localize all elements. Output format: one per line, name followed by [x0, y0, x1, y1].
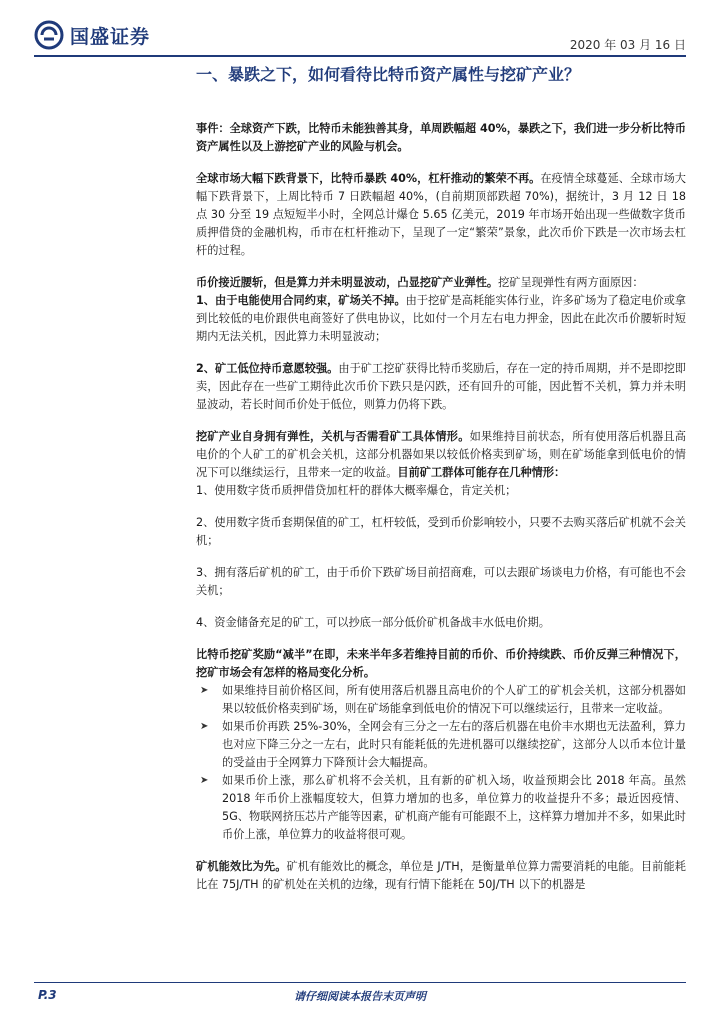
- section-title: 一、暴跌之下，如何看待比特币资产属性与挖矿产业？: [196, 65, 581, 84]
- elasticity-lead: 币价接近腰斩，但是算力并未明显波动，凸显挖矿产业弹性。: [196, 276, 499, 289]
- disclaimer-link: 请仔细阅读本报告末页声明: [294, 990, 426, 1003]
- scenario-text: 如果币价上涨，那么矿机将不会关机，且有新的矿机入场，收益预期会比 2018 年高。虽然 2018 年币价上涨幅度较大，但算力增加的也多，单位算力的收益提升不多；最近因疫情、5G、物联网挤压芯片产能等因素，矿机商产能有可能跟不上，这样算力增加并不多，如果此时币价上涨，单位算力的收益将很可观。: [222, 774, 686, 841]
- case-item: 4、资金储备充足的矿工，可以抄底一部分低价矿机备战丰水低电价期。: [196, 616, 550, 629]
- miner-situation-lead: 挖矿产业自身拥有弹性，关机与否需看矿工具体情形。: [196, 430, 470, 443]
- page-number: P.3: [38, 988, 57, 1002]
- reason-2-lead: 2、矿工低位持币意愿较强。: [196, 362, 339, 375]
- reason-1-body: 由于挖矿是高耗能实体行业，许多矿场为了稳定电价或拿到比较低的电价跟供电商签好了供电协议，比如付一个月左右电力押金，因此在此次币价腰斩时短期内无法关机，因此算力未明显波动；: [196, 294, 686, 343]
- footer-divider: [34, 982, 686, 983]
- efficiency-body: 矿机有能效比的概念，单位是 J/TH，是衡量单位算力需要消耗的电能。目前能耗比在 75J/TH 的矿机处在关机的边缘，现有行情下能耗在 50J/TH 以下的机器是: [196, 860, 686, 891]
- scenario-text: 如果维持目前价格区间，所有使用落后机器且高电价的个人矿工的矿机会关机，这部分机器如果以较低价格卖到矿场，则在矿场能拿到低电价的情况下可以继续运行，且带来一定收益。: [222, 684, 686, 715]
- scenario-list: [196, 682, 686, 844]
- report-date: 2020 年 03 月 16 日: [569, 38, 686, 52]
- elasticity-paragraph: [196, 274, 686, 292]
- case-item: 3、拥有落后矿机的矿工，由于币价下跌矿场目前招商难，可以去跟矿场谈电力价格，有可能也不会关机；: [196, 566, 686, 597]
- efficiency-lead: 矿机能效比为先。: [196, 860, 287, 873]
- reason-1-lead: 1、由于电能使用合同约束，矿场关不掉。: [196, 294, 406, 307]
- scenario-text: 如果币价再跌 25%-30%，全网会有三分之一左右的落后机器在电价丰水期也无法盈利，算力也对应下降三分之一左右，此时只有能耗低的先进机器可以继续挖矿，这部分人以币本位计量的受益由于全网算力下降预计会大幅提高。: [222, 720, 686, 769]
- guosheng-logo-icon: [34, 20, 64, 50]
- list-item: [196, 682, 686, 718]
- halving-paragraph: [196, 646, 686, 682]
- page-header: [0, 0, 724, 56]
- arrow-bullet-icon: ➤: [200, 721, 209, 732]
- case-item: 2、使用数字货币套期保值的矿工，杠杆较低，受到币价影响较小，只要不去购买落后矿机就不会关机；: [196, 516, 686, 547]
- company-logo: [34, 20, 150, 50]
- list-item: [196, 772, 686, 844]
- header-divider: [34, 55, 686, 57]
- report-body: [196, 120, 686, 908]
- market-lead: 全球市场大幅下跌背景下，比特币暴跌 40%，杠杆推动的繁荣不再。: [196, 172, 541, 185]
- logo-text: 国盛证券: [70, 25, 151, 48]
- arrow-bullet-icon: ➤: [200, 685, 209, 696]
- page-footer: [34, 982, 686, 1012]
- reason-2-body: 由于矿工挖矿获得比特币奖励后，存在一定的持币周期，并不是即挖即卖，因此存在一些矿工期待此次币价下跌只是闪跌，还有回升的可能，因此暂不关机，算力并未明显波动，若长时间币价处于低位，则算力仍将下跌。: [196, 362, 686, 411]
- market-body: 在疫情全球蔓延、全球市场大幅下跌背景下，上周比特币 7 日跌幅超 40%，(自前期顶部跌超 70%)，据统计，3 月 12 日 18 点 30 分至 19 点短短半小时，全网总计爆仓 5.65 亿美元，2019 年市场开始出现一些做数字货币质押借贷的金融机构，币市在杠杆推动下，呈现了一定“繁荣”景象，此次币价下跌是一次市场去杠杆的过程。: [196, 172, 686, 257]
- market-paragraph: [196, 170, 686, 260]
- miner-situation-tail: 目前矿工群体可能存在几种情形：: [397, 466, 566, 479]
- reason-1-paragraph: [196, 292, 686, 346]
- efficiency-paragraph: [196, 858, 686, 894]
- event-text: 事件：全球资产下跌，比特币未能独善其身，单周跌幅超 40%，暴跌之下，我们进一步分析比特币资产属性以及上游挖矿产业的风险与机会。: [196, 122, 686, 153]
- halving-lead: 比特币挖矿奖励“减半”在即，未来半年多若维持目前的币价、币价持续跌、币价反弹三种情况下，挖矿市场会有怎样的格局变化分析。: [196, 648, 686, 679]
- miner-situation-paragraph: [196, 428, 686, 482]
- list-item: [196, 718, 686, 772]
- case-item: 1、使用数字货币质押借贷加杠杆的群体大概率爆仓，肯定关机；: [196, 484, 517, 497]
- miner-situation-body: 如果维持目前状态，所有使用落后机器且高电价的个人矿工的矿机会关机，这部分机器如果以较低价格卖到矿场，则在矿场能拿到低电价的情况下可以继续运行，且带来一定的收益。: [196, 430, 686, 479]
- event-paragraph: [196, 120, 686, 156]
- arrow-bullet-icon: ➤: [200, 775, 209, 786]
- elasticity-body: 挖矿呈现弹性有两方面原因：: [498, 276, 644, 289]
- reason-2-paragraph: [196, 360, 686, 414]
